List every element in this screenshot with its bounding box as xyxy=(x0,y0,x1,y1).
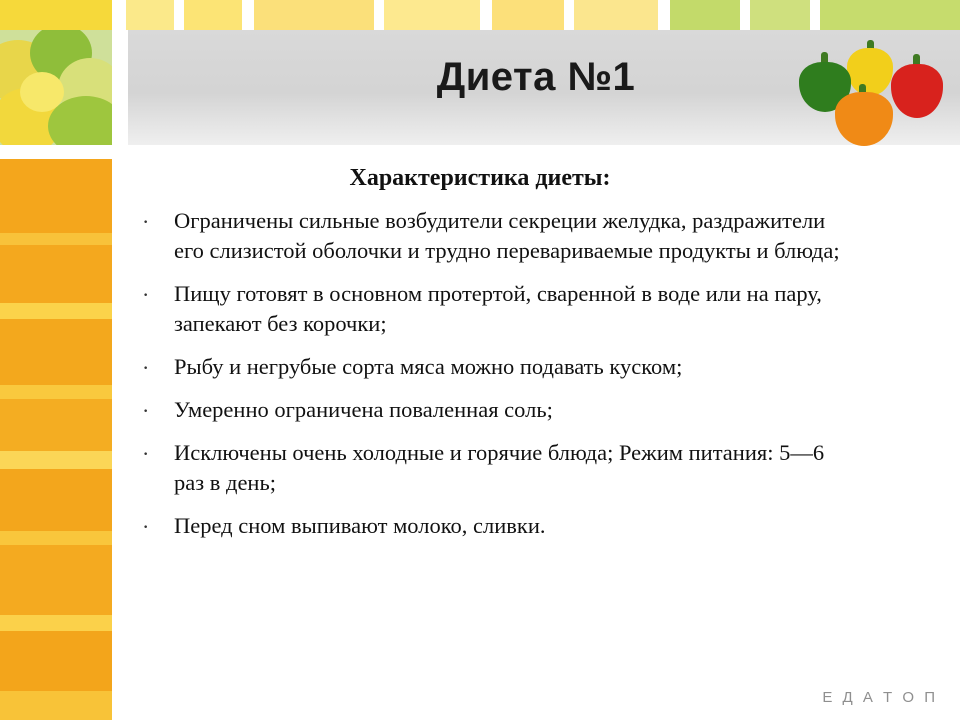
top-band-segment xyxy=(242,0,254,30)
left-column-segment xyxy=(0,631,112,691)
pepper xyxy=(891,64,943,118)
bullet-marker-icon: · xyxy=(142,282,150,307)
left-column-segment xyxy=(0,691,112,720)
top-band-segment xyxy=(810,0,820,30)
section-subtitle: Характеристика диеты: xyxy=(349,165,611,191)
left-column-segment xyxy=(0,451,112,469)
top-band-segment xyxy=(480,0,492,30)
top-band-segment xyxy=(658,0,670,30)
list-item-text: Пищу готовят в основном протертой, сваренной в воде или на пару, запекают без корочки; xyxy=(174,281,822,336)
top-band-segment xyxy=(254,0,374,30)
peppers-image xyxy=(795,40,955,165)
top-band-segment xyxy=(374,0,384,30)
list-item-text: Ограничены сильные возбудители секреции желудка, раздражители его слизистой оболочки и трудно перевариваемые продукты и блюда; xyxy=(174,208,840,263)
top-band-segment xyxy=(112,0,126,30)
top-band-segment xyxy=(740,0,750,30)
top-decorative-band xyxy=(0,0,960,30)
list-item xyxy=(120,279,840,339)
list-item-text: Умеренно ограничена поваленная соль; xyxy=(174,397,553,422)
top-band-segment xyxy=(174,0,184,30)
left-column-segment xyxy=(0,469,112,531)
top-band-segment xyxy=(184,0,242,30)
left-column-segment xyxy=(0,399,112,451)
page-title: Диета №1 xyxy=(436,55,636,99)
bullet-marker-icon: · xyxy=(142,514,150,539)
top-band-segment xyxy=(564,0,574,30)
fruit-photo xyxy=(0,30,112,145)
left-column-segment xyxy=(0,145,112,159)
list-item xyxy=(120,438,840,498)
left-column-segment xyxy=(0,615,112,631)
list-item xyxy=(120,511,840,541)
content-area xyxy=(120,165,840,554)
left-column-segment xyxy=(0,385,112,399)
list-item-text: Перед сном выпивают молоко, сливки. xyxy=(174,513,546,538)
list-item-text: Рыбу и негрубые сорта мяса можно подавать куском; xyxy=(174,354,683,379)
bullet-marker-icon: · xyxy=(142,441,150,466)
top-band-segment xyxy=(492,0,564,30)
pepper xyxy=(847,48,893,96)
left-column-segment xyxy=(0,303,112,319)
top-band-segment xyxy=(126,0,174,30)
pepper xyxy=(835,92,893,146)
list-item xyxy=(120,395,840,425)
watermark: Е Д А Т О П xyxy=(822,689,938,706)
list-item xyxy=(120,352,840,382)
bullet-marker-icon: · xyxy=(142,209,150,234)
list-item xyxy=(120,206,840,266)
left-column-segment xyxy=(0,319,112,385)
left-column-segment xyxy=(0,531,112,545)
top-band-segment xyxy=(574,0,658,30)
top-band-segment xyxy=(670,0,740,30)
left-column-segment xyxy=(0,233,112,245)
top-band-segment xyxy=(750,0,810,30)
bullet-marker-icon: · xyxy=(142,355,150,380)
bullet-list xyxy=(120,206,840,541)
left-column-segment xyxy=(0,545,112,615)
bullet-marker-icon: · xyxy=(142,398,150,423)
list-item-text: Исключены очень холодные и горячие блюда; Режим питания: 5—6 раз в день; xyxy=(174,440,825,495)
left-column-segment xyxy=(0,159,112,233)
left-column-segment xyxy=(0,245,112,303)
top-band-segment xyxy=(820,0,960,30)
top-band-segment xyxy=(384,0,480,30)
